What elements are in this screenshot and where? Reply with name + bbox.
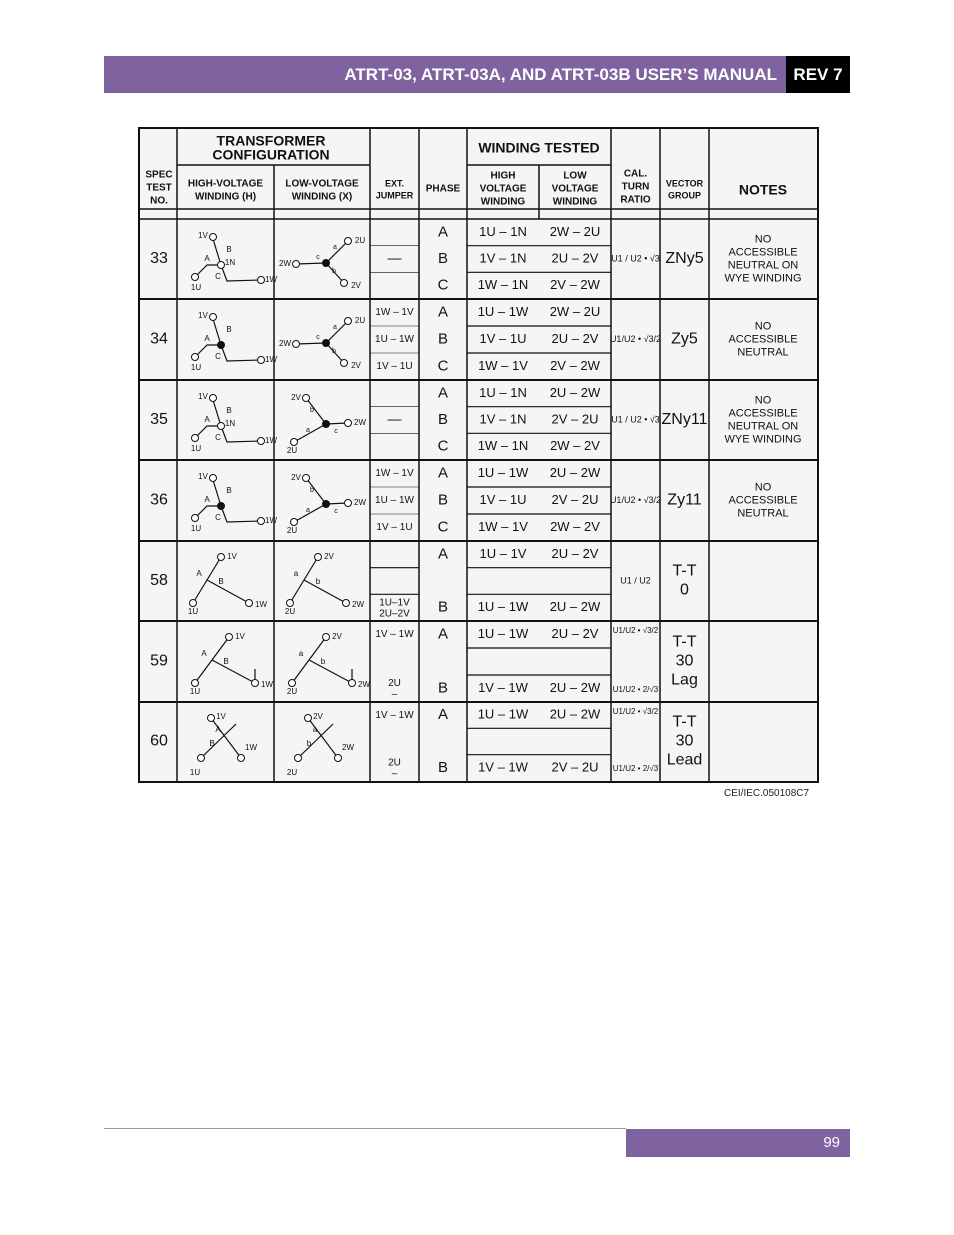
terminal-label: 2U [286,446,298,456]
high-winding-cell: 1U – 1W [477,625,529,641]
terminal-label: 2U [286,768,298,778]
jumper-cell: 1U – 1W [375,334,414,346]
vector-group: 0 [680,581,689,599]
high-winding-cell: 1W – 1V [478,518,528,534]
header-hv: WINDING (H) [194,191,257,203]
low-winding-cell: 2V – 2W [550,277,600,293]
terminal [303,395,310,402]
low-winding-cell: 2W – 2U [549,303,601,319]
terminal-label: 1V [216,712,226,722]
jumper-cell: 2U [388,757,401,769]
header-low: WINDING [552,196,598,208]
header-high: WINDING [480,196,526,208]
phase-label: A [437,706,449,724]
vector-group: 30 [675,732,694,750]
terminal [287,600,294,607]
terminal [210,314,217,321]
header-phase: PHASE [425,183,461,195]
junction-point [323,501,330,508]
terminal [345,420,352,427]
terminal-label: 2U [286,687,298,697]
terminal [198,755,205,762]
winding-label: b [306,739,312,749]
terminal-label: 1V [198,472,208,482]
high-winding-cell: 1W – 1N [477,277,529,293]
winding-label: B [226,245,232,255]
terminal-label: 2V [351,361,361,371]
winding-label: A [204,495,210,505]
header-ratio: TURN [621,181,650,193]
high-winding-cell: 1V – 1U [479,330,527,346]
high-winding-cell: 1U – 1V [479,545,527,561]
terminal [218,554,225,561]
terminal-label: 1N [224,258,236,268]
header-jumper: JUMPER [375,190,414,201]
winding-label: b [310,406,314,414]
terminal-label: 1W [261,680,273,690]
phase-label: B [437,679,449,697]
terminal-label: 2U [286,526,298,536]
terminal [252,680,259,687]
high-winding-cell: 1V – 1W [478,679,528,695]
terminal [345,238,352,245]
vector-group: Zy5 [671,330,698,348]
low-winding-cell: 2U – 2W [549,384,601,400]
terminal [210,475,217,482]
terminal-label: 1U [189,768,201,778]
winding-label: B [218,577,224,587]
low-winding-cell: 2W – 2U [549,223,601,239]
header-spec: NO. [150,195,168,207]
header-hv: HIGH-VOLTAGE [187,178,264,190]
page-number: 99 [626,1129,850,1157]
phase-label: A [437,545,449,563]
spec-number: 58 [150,572,168,590]
terminal [258,357,265,364]
terminal [323,634,330,641]
phase-label: C [437,357,449,375]
terminal-label: 2W [354,498,366,508]
page-header [104,56,850,93]
terminal [258,518,265,525]
winding-label: C [215,433,221,443]
phase-label: A [437,303,449,321]
terminal [341,360,348,367]
notes-text: NO [754,481,772,494]
jumper-cell: 1W – 1V [375,468,414,480]
notes-text: NEUTRAL [737,507,789,520]
header-notes: NOTES [738,181,788,198]
vector-group: Lag [671,671,698,689]
header-config: TRANSFORMER [216,132,326,149]
winding-label: c [316,253,320,261]
terminal-label: 2U [354,236,366,246]
jumper-cell: 1U–1V [379,597,410,609]
notes-text: NO [754,394,772,407]
notes-text: NEUTRAL ON [727,420,799,433]
jumper-cell: 2U–2V [379,608,410,620]
terminal-label: 1U [190,363,202,373]
terminal-label: 1V [235,632,245,642]
header-high: HIGH [490,170,516,182]
notes-text: ACCESSIBLE [728,333,798,346]
winding-label: b [315,577,321,587]
winding-label: C [215,352,221,362]
terminal [291,439,298,446]
notes-text: NEUTRAL ON [727,259,799,272]
terminal-label: 1N [224,419,236,429]
low-winding-cell: 2V – 2U [551,759,599,775]
winding-label: A [201,649,207,659]
vector-group: Lead [666,751,703,769]
terminal-label: 2V [332,632,342,642]
low-winding-cell: 2U – 2V [551,625,599,641]
table-svg [140,129,817,781]
winding-label: b [320,657,326,667]
terminal-label: 2W [352,600,364,610]
terminal-label: 1U [190,444,202,454]
header-winding-tested: WINDING TESTED [478,139,600,156]
terminal-label: 1W [265,275,277,285]
notes-text: WYE WINDING [724,272,802,285]
terminal [345,500,352,507]
terminal-label: 2W [279,339,291,349]
jumper-cell: 1V – 1W [375,709,414,721]
terminal-label: 1W [265,355,277,365]
terminal [345,318,352,325]
phase-label: B [437,410,449,428]
turn-ratio: U1/U2 • √3/2 [609,333,662,344]
winding-label: b [332,347,336,355]
phase-label: B [437,330,449,348]
vector-group: T-T [672,713,697,731]
jumper-cell: – [391,689,398,701]
winding-label: A [204,415,210,425]
terminal-label: 1V [227,552,237,562]
vector-group: T-T [672,562,697,580]
winding-label: A [204,334,210,344]
winding-label: C [215,513,221,523]
phase-label: C [437,276,449,294]
terminal-label: 2U [284,607,296,617]
terminal-label: 1W [245,743,257,753]
header-low: LOW [563,170,587,182]
notes-text: ACCESSIBLE [728,494,798,507]
winding-label: a [333,323,337,331]
winding-label: B [223,657,229,667]
terminal-label: 1V [198,392,208,402]
low-winding-cell: 2W – 2V [550,438,600,454]
high-winding-cell: 1U – 1W [477,464,529,480]
turn-ratio: U1 / U2 • √3 [611,414,660,425]
terminal [315,554,322,561]
spec-number: 33 [150,250,168,268]
terminal-label: 2W [354,418,366,428]
turn-ratio: U1 / U2 • √3 [611,253,660,264]
terminal-label: 1U [189,687,201,697]
notes-text: ACCESSIBLE [728,246,798,259]
transformer-config-table [138,127,819,783]
winding-label: B [209,739,215,749]
turn-ratio: U1/U2 • 2/√3 [612,685,659,695]
terminal [192,680,199,687]
turn-ratio: U1 / U2 [620,575,651,586]
terminal [349,680,356,687]
header-vector: GROUP [667,190,702,201]
phase-label: A [437,464,449,482]
terminal-label: 2V [313,712,323,722]
high-winding-cell: 1U – 1N [479,223,527,239]
high-winding-cell: 1V – 1N [479,250,527,266]
low-winding-cell: 2W – 2V [550,518,600,534]
junction-point [323,260,330,267]
winding-label: A [215,725,221,735]
winding-label: a [306,506,310,514]
terminal [210,395,217,402]
vector-group: ZNy5 [665,250,704,268]
high-winding-cell: 1V – 1W [478,759,528,775]
terminal [289,680,296,687]
winding-label: c [316,333,320,341]
terminal [293,261,300,268]
high-winding-cell: 1V – 1U [479,491,527,507]
jumper-cell: 2U [388,678,401,690]
terminal-label: 2W [358,680,370,690]
winding-label: b [310,486,314,494]
jumper-cell: — [387,410,402,427]
header-jumper: EXT. [384,178,405,189]
header-ratio: CAL. [623,168,648,180]
high-winding-cell: 1W – 1N [477,438,529,454]
phase-label: B [437,249,449,267]
low-winding-cell: 2U – 2W [549,464,601,480]
jumper-cell: — [387,249,402,266]
notes-text: NO [754,320,772,333]
winding-label: C [215,272,221,282]
junction-point [323,421,330,428]
neutral-point [218,262,225,269]
notes-text: WYE WINDING [724,433,802,446]
low-winding-cell: 2U – 2W [549,679,601,695]
turn-ratio: U1/U2 • √3/2 [612,707,659,717]
phase-label: B [437,758,449,776]
high-winding-cell: 1U – 1W [477,303,529,319]
terminal [246,600,253,607]
terminal-label: 1V [198,311,208,321]
winding-label: c [334,427,338,435]
jumper-cell: 1U – 1W [375,495,414,507]
header-spec: TEST [146,182,172,194]
high-winding-cell: 1U – 1N [479,384,527,400]
jumper-cell: – [391,768,398,780]
low-winding-cell: 2U – 2W [549,706,601,722]
high-winding-cell: 1U – 1W [477,706,529,722]
turn-ratio: U1/U2 • √3/2 [612,626,659,636]
terminal-label: 2W [279,259,291,269]
terminal-label: 1W [265,516,277,526]
low-winding-cell: 2U – 2V [551,250,599,266]
spec-number: 36 [150,491,168,509]
terminal-label: 1U [190,524,202,534]
terminal [238,755,245,762]
terminal-label: 2V [291,393,301,403]
terminal [258,438,265,445]
header-lv: LOW-VOLTAGE [285,178,359,190]
jumper-cell: 1W – 1V [375,307,414,319]
vector-group: T-T [672,633,697,651]
winding-label: a [298,649,304,659]
winding-label: a [333,243,337,251]
low-winding-cell: 2V – 2U [551,411,599,427]
spec-number: 34 [150,330,168,348]
neutral-point [218,423,225,430]
terminal [210,234,217,241]
header-config: CONFIGURATION [212,146,330,163]
terminal [208,715,215,722]
manual-title: ATRT-03, ATRT-03A, AND ATRT-03B USER’S MANUAL [104,56,786,93]
terminal [293,341,300,348]
header-ratio: RATIO [620,194,651,206]
neutral-point [218,342,225,349]
vector-group: Zy11 [667,491,702,509]
terminal-label: 2W [342,743,354,753]
neutral-point [218,503,225,510]
high-winding-cell: 1W – 1V [478,357,528,373]
header-lv: WINDING (X) [291,191,353,203]
terminal [343,600,350,607]
jumper-cell: 1V – 1U [376,361,413,373]
spec-number: 59 [150,652,168,670]
terminal-label: 2V [351,281,361,291]
winding-label: B [226,406,232,416]
low-winding-cell: 2V – 2U [551,491,599,507]
low-winding-cell: 2U – 2V [551,545,599,561]
terminal [305,715,312,722]
header-spec: SPEC [145,169,173,181]
phase-label: A [437,223,449,241]
terminal-label: 2U [354,316,366,326]
header-low: VOLTAGE [551,183,599,195]
low-winding-cell: 2U – 2W [549,599,601,615]
terminal [295,755,302,762]
winding-label: A [196,569,202,579]
terminal [335,755,342,762]
turn-ratio: U1/U2 • √3/2 [609,494,662,505]
turn-ratio: U1/U2 • 2/√3 [612,764,659,774]
terminal-label: 1U [190,283,202,293]
revision-badge: REV 7 [786,56,850,93]
terminal-label: 2V [291,473,301,483]
spec-number: 35 [150,411,168,429]
footer-rule [104,1128,626,1129]
terminal-label: 1W [255,600,267,610]
figure-code: CEI/IEC.050108C7 [724,788,810,799]
junction-point [323,340,330,347]
vector-group: 30 [675,652,694,670]
vector-group: ZNy11 [661,411,708,429]
winding-label: A [204,254,210,264]
winding-label: b [332,267,336,275]
terminal [192,354,199,361]
jumper-cell: 1V – 1U [376,522,413,534]
low-winding-cell: 2V – 2W [550,357,600,373]
phase-label: C [437,518,449,536]
high-winding-cell: 1U – 1W [477,599,529,615]
terminal [303,475,310,482]
terminal-label: 1W [265,436,277,446]
terminal-label: 1V [198,231,208,241]
terminal-label: 2V [324,552,334,562]
phase-label: A [437,625,449,643]
terminal [341,280,348,287]
terminal [192,435,199,442]
notes-text: NO [754,233,772,246]
header-vector: VECTOR [665,178,704,189]
low-winding-cell: 2U – 2V [551,330,599,346]
terminal [190,600,197,607]
winding-label: c [334,507,338,515]
winding-label: B [226,325,232,335]
terminal-label: 1U [187,607,199,617]
winding-label: B [226,486,232,496]
jumper-cell: 1V – 1W [375,629,414,641]
phase-label: B [437,598,449,616]
terminal [192,274,199,281]
terminal [226,634,233,641]
phase-label: A [437,384,449,402]
high-winding-cell: 1V – 1N [479,411,527,427]
terminal [258,277,265,284]
phase-label: C [437,437,449,455]
notes-text: ACCESSIBLE [728,407,798,420]
terminal [291,519,298,526]
winding-label: a [293,569,299,579]
winding-label: a [312,725,318,735]
notes-text: NEUTRAL [737,346,789,359]
header-high: VOLTAGE [479,183,527,195]
winding-label: a [306,426,310,434]
terminal [192,515,199,522]
phase-label: B [437,491,449,509]
spec-number: 60 [150,732,168,750]
